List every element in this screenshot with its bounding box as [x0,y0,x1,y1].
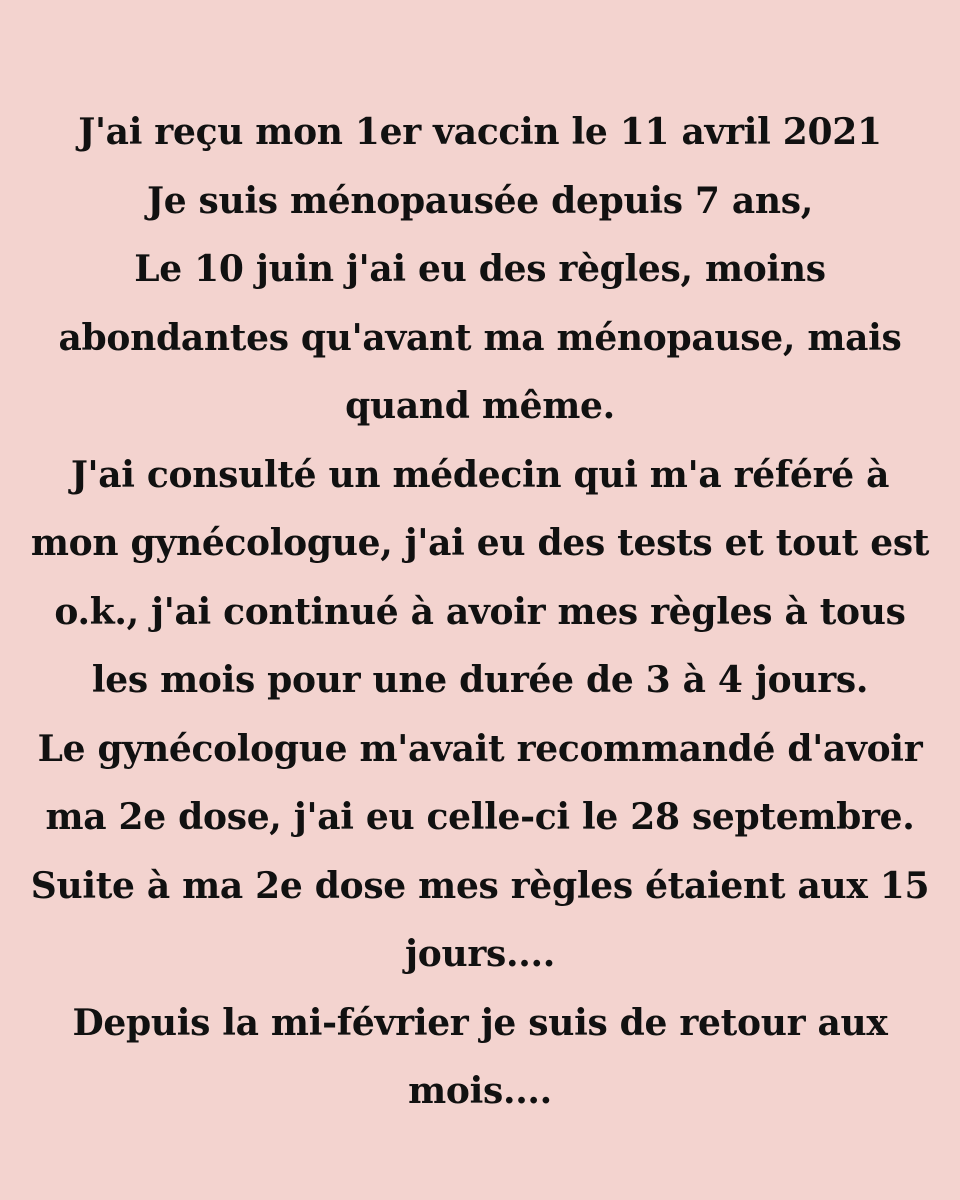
text-line: mois.... [408,1070,552,1112]
text-line: mon gynécologue, j'ai eu des tests et tout est [30,522,930,564]
testimony-text [0,98,960,1126]
text-line: jours.... [405,933,555,975]
text-line: abondantes qu'avant ma ménopause, mais [58,316,902,359]
text-line: Suite à ma 2e dose mes règles étaient aux 15 [30,864,930,907]
text-line: les mois pour une durée de 3 à 4 jours. [91,659,869,701]
text-line: Depuis la mi-février je suis de retour aux [72,1001,888,1044]
text-line: J'ai consulté un médecin qui m'a référé à [70,453,890,496]
text-line: Le gynécologue m'avait recommandé d'avoir [37,727,923,770]
text-line: ma 2e dose, j'ai eu celle-ci le 28 septembre. [45,796,915,838]
text-line: Le 10 juin j'ai eu des règles, moins [134,248,826,290]
text-line: o.k., j'ai continué à avoir mes règles à tous [54,590,906,633]
text-line: Je suis ménopausée depuis 7 ans, [146,179,814,222]
text-line: J'ai reçu mon 1er vaccin le 11 avril 2021 [78,111,882,153]
text-line: quand même. [345,385,615,427]
